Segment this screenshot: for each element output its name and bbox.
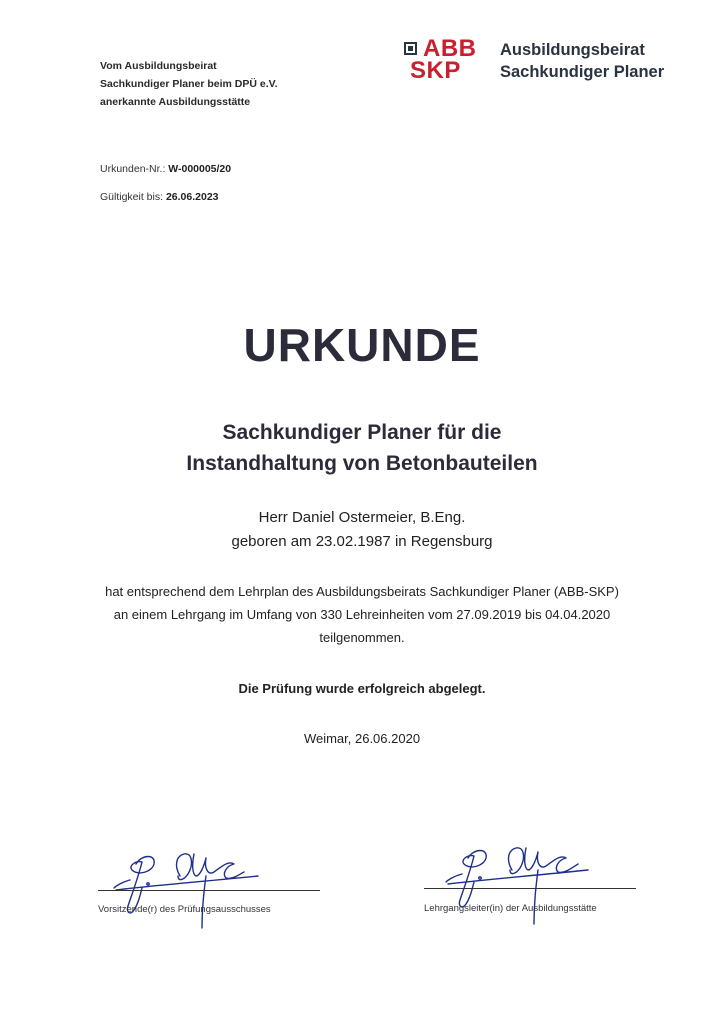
logo-title-2: Sachkundiger Planer — [500, 63, 665, 81]
logo-title-1: Ausbildungsbeirat — [500, 41, 645, 59]
logo-abb-text: ABB — [423, 35, 477, 62]
signature-label-left: Vorsitzende(r) des Prüfungsausschusses — [98, 904, 271, 915]
certificate-number-label: Urkunden-Nr.: — [100, 163, 166, 175]
body-line-3: teilgenommen. — [319, 630, 405, 645]
exam-result: Die Prüfung wurde erfolgreich abgelegt. — [238, 681, 486, 696]
issuer-line-2: Sachkundiger Planer beim DPÜ e.V. — [100, 78, 278, 90]
certificate-number-value: W-000005/20 — [168, 163, 232, 175]
qualification-line-1: Sachkundiger Planer für die — [222, 421, 502, 444]
logo-square-icon — [404, 42, 417, 55]
recipient-name: Herr Daniel Ostermeier, B.Eng. — [258, 509, 466, 526]
qualification-title — [0, 417, 724, 479]
logo-skp-text: SKP — [410, 57, 461, 84]
issuer-block — [100, 57, 278, 111]
recipient-block — [0, 506, 724, 554]
body-line-1: hat entsprechend dem Lehrplan des Ausbildungsbeirats Sachkundiger Planer (ABB-SKP) — [105, 584, 619, 599]
issuer-line-1: Vom Ausbildungsbeirat — [100, 60, 217, 72]
certificate-validity — [100, 191, 219, 203]
place-date: Weimar, 26.06.2020 — [303, 731, 421, 746]
issuer-line-3: anerkannte Ausbildungsstätte — [100, 96, 251, 108]
certificate-body — [0, 580, 724, 649]
validity-value: 26.06.2023 — [165, 191, 219, 203]
certificate-number — [100, 163, 231, 175]
signature-left — [108, 836, 278, 934]
signature-label-right: Lehrgangsleiter(in) der Ausbildungsstätte — [424, 903, 597, 914]
validity-label: Gültigkeit bis: — [100, 191, 164, 203]
signature-line-right — [424, 888, 636, 889]
body-line-2: an einem Lehrgang im Umfang von 330 Lehreinheiten vom 27.09.2019 bis 04.04.2020 — [113, 607, 611, 622]
recipient-birth: geboren am 23.02.1987 in Regensburg — [231, 533, 493, 550]
abb-skp-logo — [404, 35, 704, 84]
page-title: URKUNDE — [243, 319, 481, 371]
signature-line-left — [98, 890, 320, 891]
qualification-line-2: Instandhaltung von Betonbauteilen — [186, 452, 538, 475]
